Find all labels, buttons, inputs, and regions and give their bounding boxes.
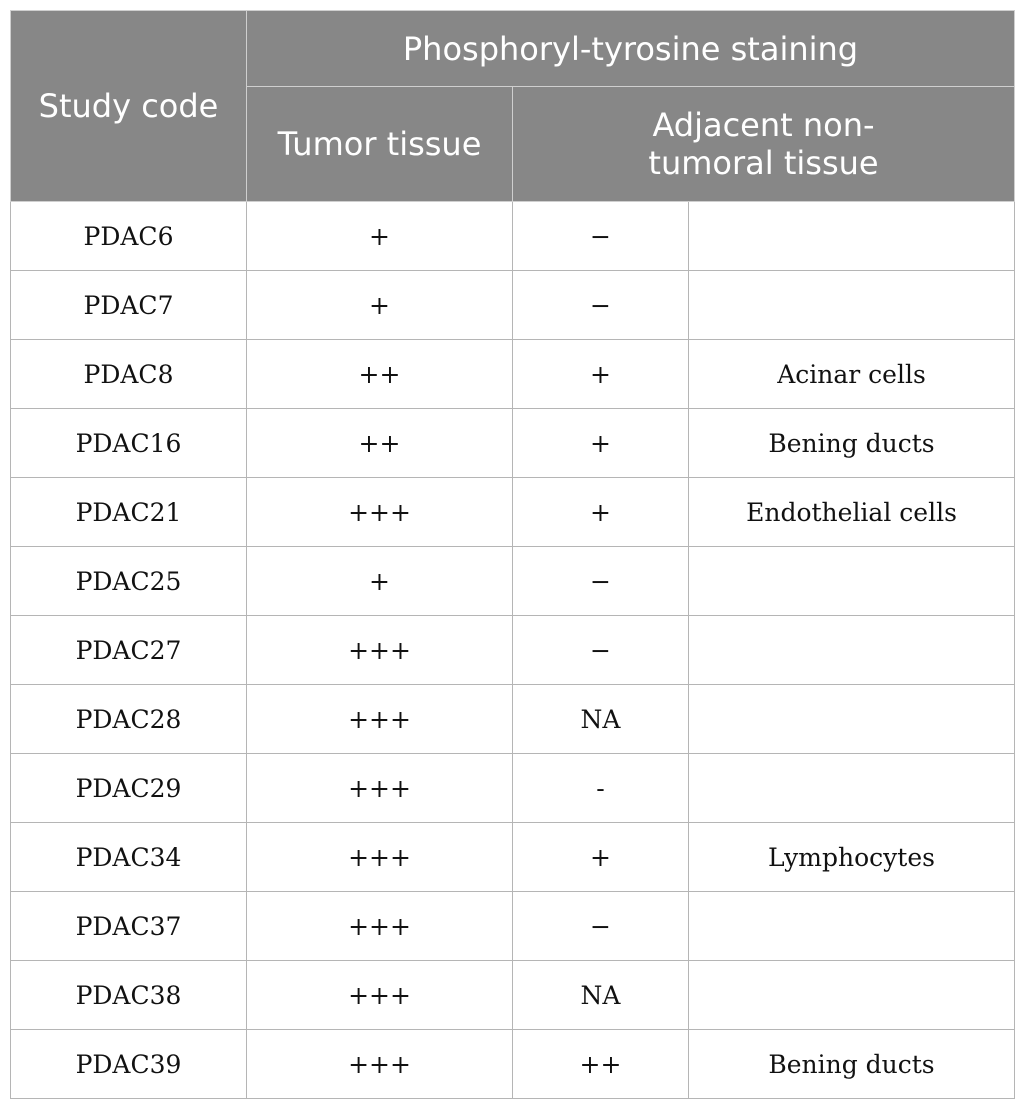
cell-adjacent: − [513,271,689,340]
cell-study-code: PDAC6 [11,202,247,271]
cell-study-code: PDAC29 [11,754,247,823]
cell-note [689,616,1015,685]
cell-tumor: +++ [247,754,513,823]
header-study-code: Study code [11,11,247,202]
cell-adjacent: − [513,616,689,685]
cell-tumor: +++ [247,1030,513,1099]
cell-note: Bening ducts [689,1030,1015,1099]
table-row [11,754,1015,823]
cell-study-code: PDAC27 [11,616,247,685]
cell-study-code: PDAC25 [11,547,247,616]
table-row [11,478,1015,547]
header-row-1 [11,11,1015,87]
cell-note [689,754,1015,823]
cell-adjacent: + [513,478,689,547]
table-row [11,202,1015,271]
table-row [11,340,1015,409]
cell-adjacent: NA [513,961,689,1030]
cell-note: Acinar cells [689,340,1015,409]
cell-adjacent: − [513,202,689,271]
cell-tumor: +++ [247,961,513,1030]
header-adjacent-tissue [513,87,1015,202]
table-row [11,547,1015,616]
cell-tumor: +++ [247,616,513,685]
table-body [11,202,1015,1099]
cell-note: Bening ducts [689,409,1015,478]
cell-study-code: PDAC7 [11,271,247,340]
header-adjacent-tissue-label: Adjacent non-tumoral tissue [648,106,879,182]
cell-adjacent: ++ [513,1030,689,1099]
table-row [11,823,1015,892]
cell-study-code: PDAC8 [11,340,247,409]
cell-adjacent: − [513,547,689,616]
cell-tumor: +++ [247,892,513,961]
cell-adjacent: − [513,892,689,961]
cell-adjacent: NA [513,685,689,754]
table-row [11,892,1015,961]
table-row [11,271,1015,340]
cell-study-code: PDAC21 [11,478,247,547]
cell-study-code: PDAC28 [11,685,247,754]
header-phosphoryl-tyrosine-staining: Phosphoryl-tyrosine staining [247,11,1015,87]
cell-note [689,961,1015,1030]
cell-adjacent: - [513,754,689,823]
cell-study-code: PDAC34 [11,823,247,892]
cell-note [689,202,1015,271]
cell-study-code: PDAC38 [11,961,247,1030]
cell-note [689,271,1015,340]
cell-note [689,685,1015,754]
table-row [11,961,1015,1030]
table-row [11,409,1015,478]
staining-table [10,10,1015,1099]
cell-note [689,892,1015,961]
cell-note [689,547,1015,616]
cell-adjacent: + [513,340,689,409]
cell-note: Endothelial cells [689,478,1015,547]
cell-adjacent: + [513,823,689,892]
data-table-container [10,10,1014,1099]
cell-study-code: PDAC16 [11,409,247,478]
cell-study-code: PDAC37 [11,892,247,961]
cell-tumor: + [247,202,513,271]
table-header [11,11,1015,202]
cell-adjacent: + [513,409,689,478]
cell-note: Lymphocytes [689,823,1015,892]
table-row [11,616,1015,685]
cell-tumor: +++ [247,478,513,547]
cell-study-code: PDAC39 [11,1030,247,1099]
header-tumor-tissue: Tumor tissue [247,87,513,202]
cell-tumor: + [247,271,513,340]
cell-tumor: ++ [247,340,513,409]
cell-tumor: +++ [247,823,513,892]
cell-tumor: + [247,547,513,616]
table-row [11,1030,1015,1099]
table-row [11,685,1015,754]
cell-tumor: ++ [247,409,513,478]
cell-tumor: +++ [247,685,513,754]
